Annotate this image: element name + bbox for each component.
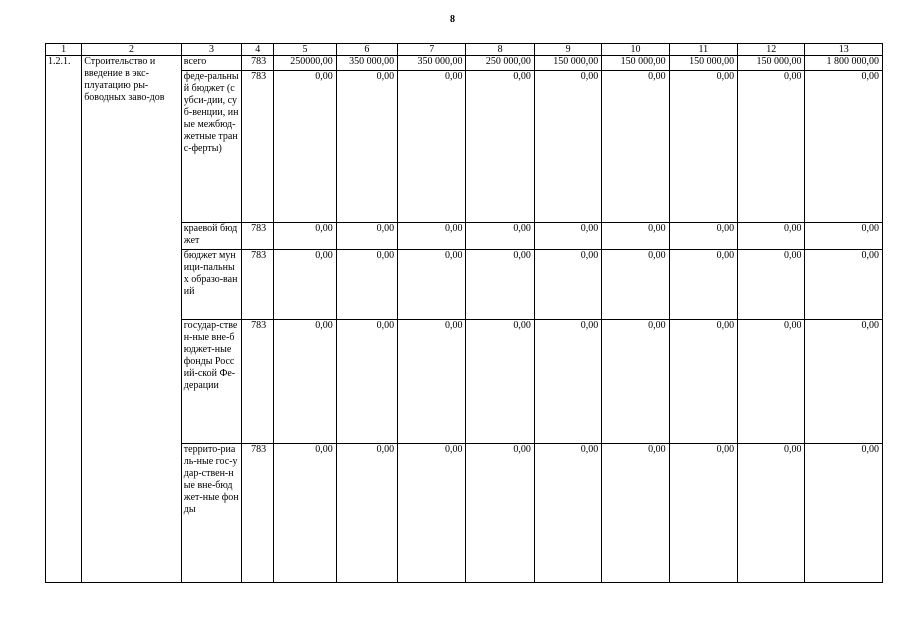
- value-cell: 0,00: [274, 71, 336, 223]
- value-cell: 250000,00: [274, 56, 336, 71]
- header-cell: 5: [274, 44, 336, 56]
- value-cell: 0,00: [336, 223, 397, 250]
- header-cell: 6: [336, 44, 397, 56]
- value-cell: 0,00: [805, 223, 883, 250]
- funding-source: всего: [181, 56, 241, 71]
- code-cell: 783: [242, 320, 274, 444]
- code-cell: 783: [242, 71, 274, 223]
- value-cell: 0,00: [805, 444, 883, 583]
- value-cell: 350 000,00: [398, 56, 466, 71]
- value-cell: 0,00: [398, 223, 466, 250]
- row-number: 1.2.1.: [46, 56, 82, 583]
- value-cell: 0,00: [398, 71, 466, 223]
- funding-source: бюджет муници-пальных образо-ваний: [181, 250, 241, 320]
- header-cell: 8: [466, 44, 534, 56]
- page-number: 8: [450, 14, 455, 25]
- header-row: [46, 44, 883, 56]
- value-cell: 0,00: [274, 320, 336, 444]
- value-cell: 0,00: [274, 250, 336, 320]
- value-cell: 0,00: [336, 250, 397, 320]
- value-cell: 150 000,00: [534, 56, 601, 71]
- value-cell: 250 000,00: [466, 56, 534, 71]
- value-cell: 0,00: [336, 444, 397, 583]
- header-cell: 3: [181, 44, 241, 56]
- value-cell: 0,00: [336, 320, 397, 444]
- funding-source: феде-ральный бюджет (субси-дии, суб-венции, иные межбюд-жетные транс-ферты): [181, 71, 241, 223]
- value-cell: 0,00: [398, 444, 466, 583]
- funding-source: краевой бюджет: [181, 223, 241, 250]
- header-cell: 13: [805, 44, 883, 56]
- value-cell: 0,00: [602, 320, 669, 444]
- value-cell: 0,00: [534, 71, 601, 223]
- header-cell: 10: [602, 44, 669, 56]
- value-cell: 0,00: [398, 250, 466, 320]
- value-cell: 0,00: [534, 320, 601, 444]
- value-cell: 0,00: [669, 250, 737, 320]
- code-cell: 783: [242, 250, 274, 320]
- header-cell: 7: [398, 44, 466, 56]
- value-cell: 0,00: [602, 250, 669, 320]
- header-cell: 9: [534, 44, 601, 56]
- value-cell: 0,00: [805, 71, 883, 223]
- header-cell: 12: [738, 44, 805, 56]
- budget-table: [45, 43, 883, 583]
- code-cell: 783: [242, 56, 274, 71]
- value-cell: 150 000,00: [738, 56, 805, 71]
- value-cell: 350 000,00: [336, 56, 397, 71]
- value-cell: 0,00: [534, 223, 601, 250]
- value-cell: 0,00: [602, 223, 669, 250]
- value-cell: 0,00: [602, 444, 669, 583]
- value-cell: 0,00: [738, 71, 805, 223]
- value-cell: 0,00: [274, 223, 336, 250]
- value-cell: 150 000,00: [669, 56, 737, 71]
- value-cell: 0,00: [738, 320, 805, 444]
- measure-name: Строительство и введение в экс-плуатацию ры-боводных заво-дов: [82, 56, 182, 583]
- value-cell: 0,00: [805, 320, 883, 444]
- value-cell: 0,00: [738, 444, 805, 583]
- header-cell: 11: [669, 44, 737, 56]
- value-cell: 0,00: [466, 444, 534, 583]
- value-cell: 150 000,00: [602, 56, 669, 71]
- value-cell: 0,00: [466, 320, 534, 444]
- value-cell: 0,00: [336, 71, 397, 223]
- value-cell: 0,00: [534, 444, 601, 583]
- value-cell: 0,00: [534, 250, 601, 320]
- funding-source: террито-риаль-ные гос-удар-ствен-ные вне-бюджет-ные фонды: [181, 444, 241, 583]
- value-cell: 0,00: [466, 71, 534, 223]
- value-cell: 0,00: [398, 320, 466, 444]
- value-cell: 0,00: [466, 223, 534, 250]
- value-cell: 0,00: [669, 320, 737, 444]
- value-cell: 0,00: [738, 250, 805, 320]
- value-cell: 0,00: [274, 444, 336, 583]
- value-cell: 0,00: [669, 444, 737, 583]
- header-cell: 2: [82, 44, 182, 56]
- code-cell: 783: [242, 444, 274, 583]
- value-cell: 0,00: [602, 71, 669, 223]
- code-cell: 783: [242, 223, 274, 250]
- header-cell: 1: [46, 44, 82, 56]
- table-row: [46, 56, 883, 71]
- value-cell: 0,00: [805, 250, 883, 320]
- value-cell: 0,00: [669, 223, 737, 250]
- header-cell: 4: [242, 44, 274, 56]
- value-cell: 0,00: [669, 71, 737, 223]
- value-cell: 0,00: [466, 250, 534, 320]
- value-cell: 1 800 000,00: [805, 56, 883, 71]
- value-cell: 0,00: [738, 223, 805, 250]
- funding-source: государ-ствен-ные вне-бюджет-ные фонды Россий-ской Фе-дерации: [181, 320, 241, 444]
